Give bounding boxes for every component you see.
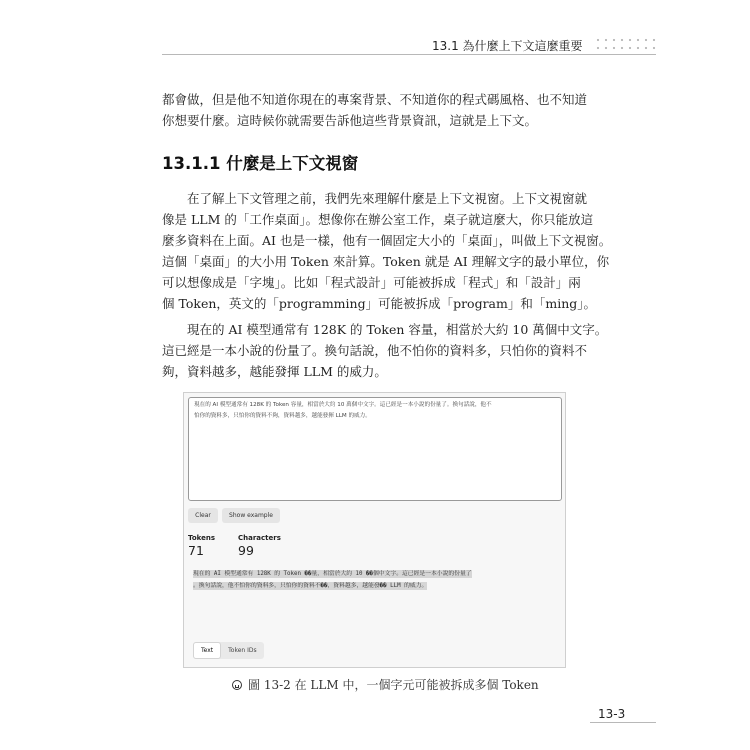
token-capacity-paragraph [162, 319, 608, 382]
text-line: 都會做，但是他不知道你現在的專案背景、不知道你的程式碼風格、也不知道 [162, 92, 588, 107]
view-mode-tabs [193, 642, 264, 659]
intro-paragraph [162, 89, 592, 131]
text-line: 這已經是一本小說的份量了。換句話說，他不怕你的資料多，只怕你的資料不 [162, 343, 588, 358]
text-line: 在了解上下文管理之前，我們先來理解什麼是上下文視窗。上下文視窗就 [162, 191, 588, 206]
text-line: 個 Token，英文的「programming」可能被拆成「program」和「ming」。 [162, 296, 597, 311]
header-dot-pattern [594, 36, 656, 52]
characters-count: 99 [238, 543, 254, 558]
figure-caption [232, 676, 539, 693]
tab-text[interactable]: Text [193, 642, 221, 659]
clear-button[interactable]: Clear [188, 508, 218, 523]
context-window-paragraph [162, 188, 612, 314]
text-line: 你想要什麼。這時候你就需要告訴他這些背景資訊，這就是上下文。 [162, 113, 538, 128]
tokenizer-input-textarea[interactable] [188, 397, 562, 501]
caption-text: 圖 13-2 在 LLM 中，一個字元可能被拆成多個 Token [248, 678, 539, 692]
text-line: 夠，資料越多，越能發揮 LLM 的威力。 [162, 364, 387, 379]
token-line: 現在的 AI 模型通常有 128K 的 Token ��量，相當於大約 10 ��個中文字。這已經是一本小說的份量了 [193, 571, 472, 577]
text-line: 可以想像成是「字塊」。比如「程式設計」可能被拆成「程式」和「設計」兩 [162, 275, 581, 290]
tokens-count: 71 [188, 543, 204, 558]
tab-token-ids[interactable]: Token IDs [228, 647, 257, 654]
text-line: 像是 LLM 的「工作桌面」。想像你在辦公室工作，桌子就這麼大，你只能放這 [162, 212, 594, 227]
running-header-title: 13.1 為什麼上下文這麼重要 [432, 39, 583, 53]
token-visualization [193, 568, 563, 592]
tokens-label: Tokens [188, 534, 216, 542]
token-line: 。換句話說，他不怕你的資料多，只怕你的資料不��，資料越多，越能發�� LLM 的威力。 [193, 583, 428, 589]
characters-label: Characters [238, 534, 281, 542]
section-heading: 13.1.1 什麼是上下文視窗 [162, 154, 359, 173]
header-rule [162, 54, 656, 55]
show-example-button[interactable]: Show example [222, 508, 280, 523]
text-line: 麼多資料在上面。AI 也是一樣，他有一個固定大小的「桌面」，叫做上下文視窗。 [162, 233, 612, 248]
tokenizer-screenshot-figure [183, 392, 566, 668]
text-line: 這個「桌面」的大小用 Token 來計算。Token 就是 AI 理解文字的最小單位，你 [162, 254, 610, 269]
page-number: 13-3 [598, 707, 626, 721]
footer-rule [590, 722, 656, 723]
input-text-line: 現在的 AI 模型通常有 128K 的 Token 容量，相當於大約 10 萬個中文字。這已經是一本小說的份量了。換句話說，他不 [194, 402, 492, 408]
caption-marker-icon [232, 680, 242, 690]
text-line: 現在的 AI 模型通常有 128K 的 Token 容量，相當於大約 10 萬個中文字。 [162, 322, 608, 337]
input-text-line: 怕你的資料多，只怕你的資料不夠，資料越多，越能發揮 LLM 的威力。 [194, 413, 371, 419]
